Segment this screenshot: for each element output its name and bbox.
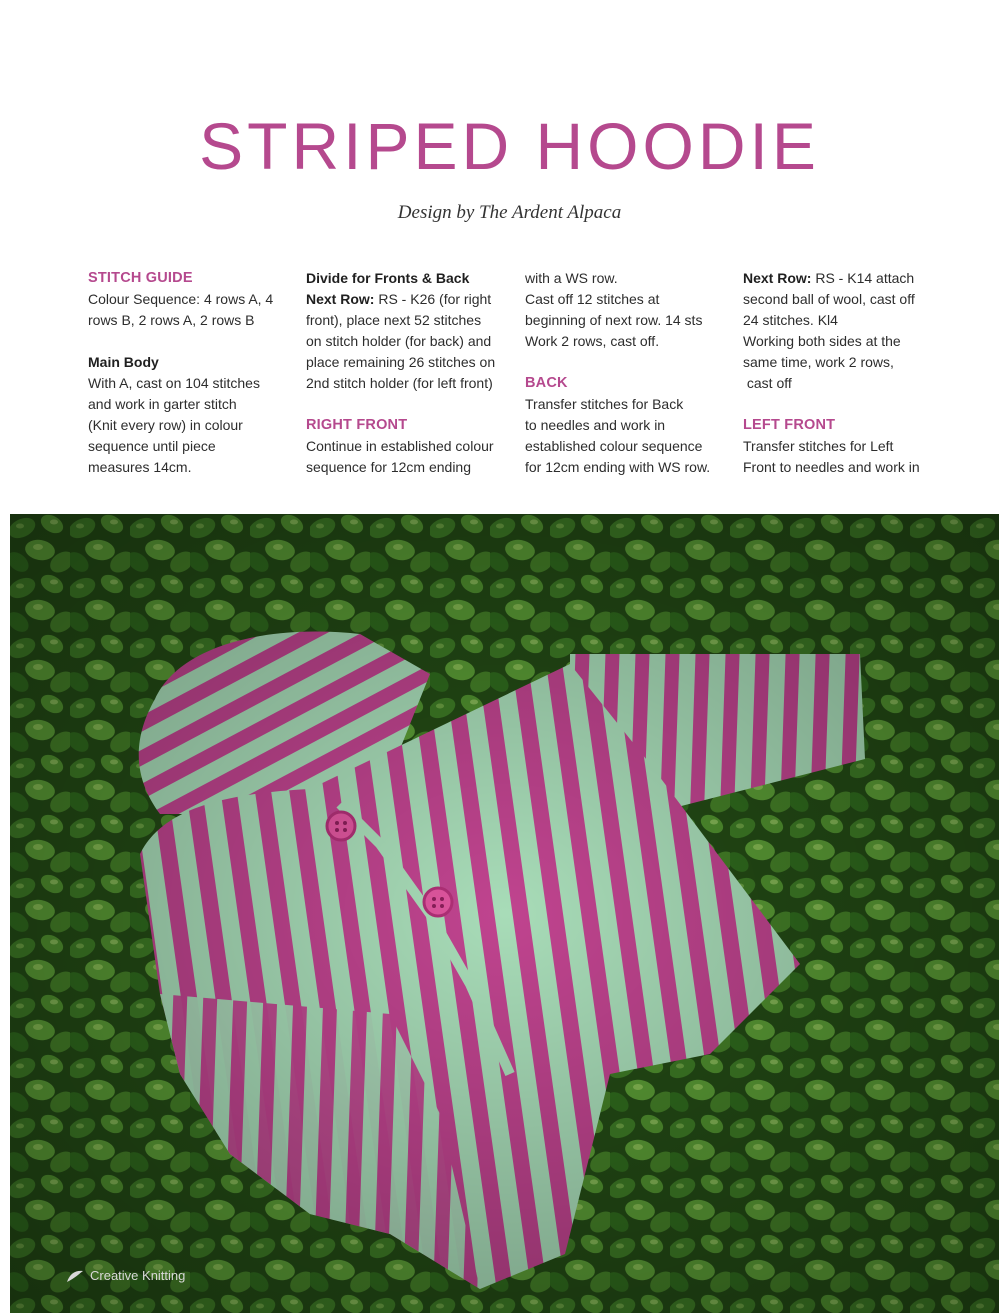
- text-line: second ball of wool, cast off: [743, 291, 915, 307]
- main-body-heading: Main Body: [88, 354, 159, 370]
- divide-heading: Divide for Fronts & Back: [306, 270, 470, 286]
- text-line: for 12cm ending with WS row.: [525, 459, 711, 475]
- text-line: and work in garter stitch: [88, 396, 237, 412]
- instructions-column-3: [525, 268, 737, 478]
- text-line: 24 stitches. Kl4: [743, 312, 838, 328]
- next-row-label: Next Row:: [306, 291, 375, 307]
- text-line: With A, cast on 104 stitches: [88, 375, 260, 391]
- text-line: established colour sequence: [525, 438, 703, 454]
- text-line: Colour Sequence: 4 rows A, 4: [88, 291, 274, 307]
- hoodie-photo: [10, 514, 999, 1313]
- back-heading: BACK: [525, 375, 568, 391]
- text-line: measures 14cm.: [88, 459, 192, 475]
- text-line: (Knit every row) in colour: [88, 417, 243, 433]
- text-line: Transfer stitches for Left: [743, 438, 894, 454]
- page-footer: [66, 1268, 185, 1283]
- text-line: Continue in established colour: [306, 438, 494, 454]
- stitch-guide-heading: STITCH GUIDE: [88, 270, 193, 286]
- instructions-column-2: [306, 268, 518, 478]
- next-row-label: Next Row:: [743, 270, 812, 286]
- right-front-heading: RIGHT FRONT: [306, 417, 408, 433]
- text-line: same time, work 2 rows,: [743, 354, 894, 370]
- text-line: sequence until piece: [88, 438, 216, 454]
- text-line: Front to needles and work in: [743, 459, 920, 475]
- instructions-column-4: [743, 268, 955, 478]
- text-line: rows B, 2 rows A, 2 rows B: [88, 312, 255, 328]
- text-line: [306, 289, 518, 310]
- text-line: Cast off 12 stitches at: [525, 291, 660, 307]
- text-line: to needles and work in: [525, 417, 666, 433]
- text-line: Work 2 rows, cast off.: [525, 333, 660, 349]
- page-title: STRIPED HOODIE: [199, 109, 820, 183]
- text-line: front), place next 52 stitches: [306, 312, 482, 328]
- next-row-text: RS - K14 attach: [811, 270, 915, 286]
- text-line: Transfer stitches for Back: [525, 396, 684, 412]
- next-row-text: RS - K26 (for right: [374, 291, 492, 307]
- text-line: [743, 268, 955, 289]
- footer-magazine-name: Creative Knitting: [90, 1268, 186, 1283]
- text-line: 2nd stitch holder (for left front): [306, 375, 493, 391]
- text-line: beginning of next row. 14 sts: [525, 312, 703, 328]
- instructions-column-1: [88, 268, 300, 478]
- left-front-heading: LEFT FRONT: [743, 417, 836, 433]
- text-line: with a WS row.: [525, 270, 618, 286]
- text-line: on stitch holder (for back) and: [306, 333, 492, 349]
- text-line: place remaining 26 stitches on: [306, 354, 496, 370]
- magazine-logo-icon: [66, 1269, 84, 1283]
- text-line: cast off: [743, 375, 792, 391]
- text-line: Working both sides at the: [743, 333, 901, 349]
- byline: Design by The Ardent Alpaca: [397, 202, 622, 223]
- text-line: sequence for 12cm ending: [306, 459, 471, 475]
